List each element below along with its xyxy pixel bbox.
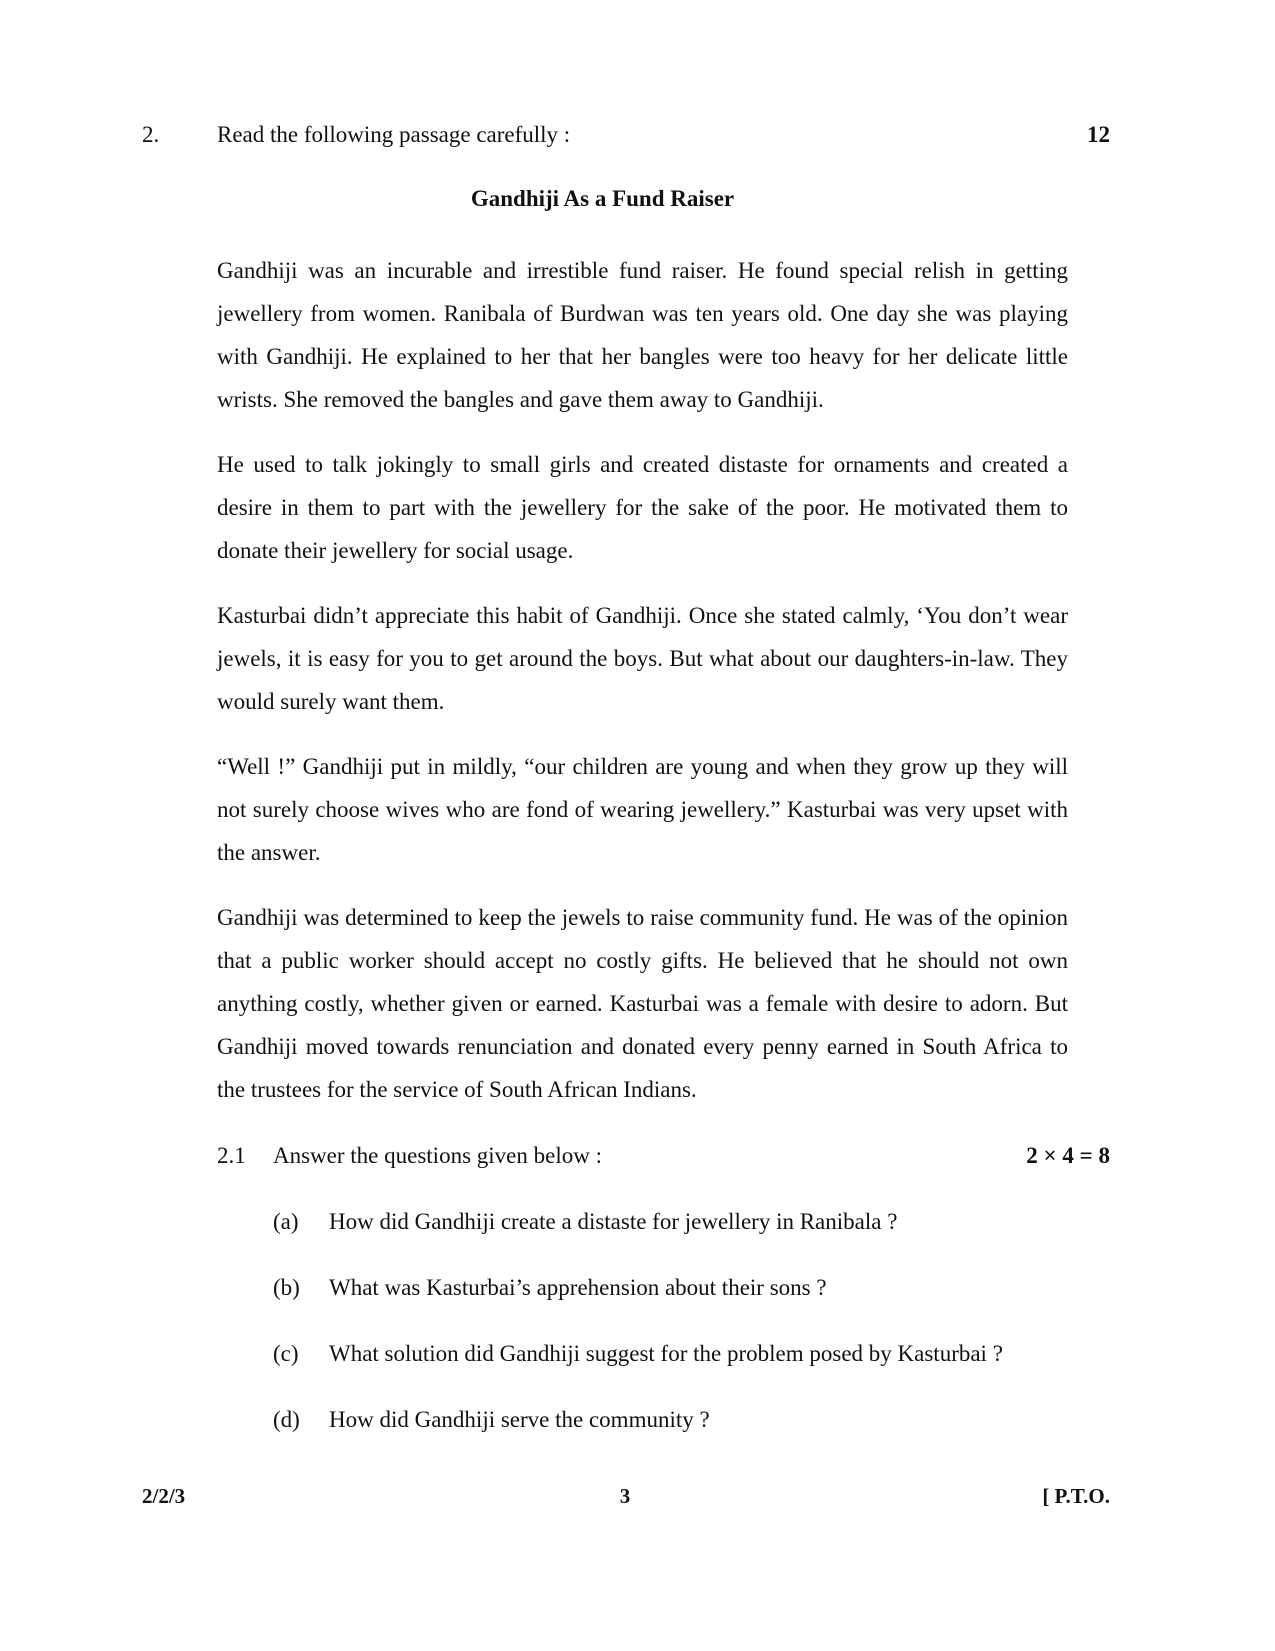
question-number: 2. [142, 122, 160, 147]
question-label: (b) [273, 1275, 300, 1300]
question-label: (d) [273, 1407, 300, 1432]
question-marks: 12 [1087, 122, 1110, 147]
subquestion-marks: 2 × 4 = 8 [1026, 1143, 1110, 1168]
question-item-a [273, 1208, 1113, 1274]
paper-code: 2/2/3 [142, 1484, 186, 1508]
question-text: How did Gandhiji create a distaste for jewellery in Ranibala ? [329, 1209, 898, 1234]
subquestion-instruction: Answer the questions given below : [273, 1143, 602, 1168]
question-label: (a) [273, 1209, 299, 1234]
question-list [273, 1208, 1113, 1472]
question-item-c [273, 1340, 1113, 1406]
passage-paragraph: “Well !” Gandhiji put in mildly, “our children are young and when they grow up they will not surely choose wives who are fond of wearing jewellery.” Kasturbai was very upset with the answer. [217, 754, 1068, 865]
passage-paragraph: He used to talk jokingly to small girls and created distaste for ornaments and created a desire in them to part with the jewellery for the sake of the poor. He motivated them to donate their jewellery for social usage. [217, 452, 1068, 563]
question-instruction: Read the following passage carefully : [217, 122, 571, 147]
passage-paragraph: Gandhiji was determined to keep the jewels to raise community fund. He was of the opinion that a public worker should accept no costly gifts. He believed that he should not own anything costly, whether given or earned. Kasturbai was a female with desire to adorn. But Gandhiji moved towards renunciation and donated every penny earned in South Africa to the trustees for the service of South African Indians. [217, 905, 1068, 1102]
pto-note: [ P.T.O. [1042, 1484, 1110, 1508]
page-number: 3 [619, 1484, 631, 1508]
question-text: How did Gandhiji serve the community ? [329, 1407, 710, 1432]
question-item-d [273, 1406, 1113, 1472]
passage-paragraph: Gandhiji was an incurable and irrestible fund raiser. He found special relish in getting jewellery from women. Ranibala of Burdwan was ten years old. One day she was playing with Gandhiji. He explained to her that her bangles were too heavy for her delicate little wrists. She removed the bangles and gave them away to Gandhiji. [217, 258, 1068, 412]
question-label: (c) [273, 1341, 299, 1366]
passage-paragraph: Kasturbai didn’t appreciate this habit of Gandhiji. Once she stated calmly, ‘You don’t wear jewels, it is easy for you to get around the boys. But what about our daughters-in-law. They would surely want them. [217, 603, 1068, 714]
question-text: What solution did Gandhiji suggest for the problem posed by Kasturbai ? [329, 1341, 1003, 1366]
question-item-b [273, 1274, 1113, 1340]
passage-body [217, 249, 1068, 1133]
passage-title: Gandhiji As a Fund Raiser [470, 186, 735, 211]
subquestion-number: 2.1 [217, 1143, 246, 1168]
question-text: What was Kasturbai’s apprehension about their sons ? [329, 1275, 827, 1300]
